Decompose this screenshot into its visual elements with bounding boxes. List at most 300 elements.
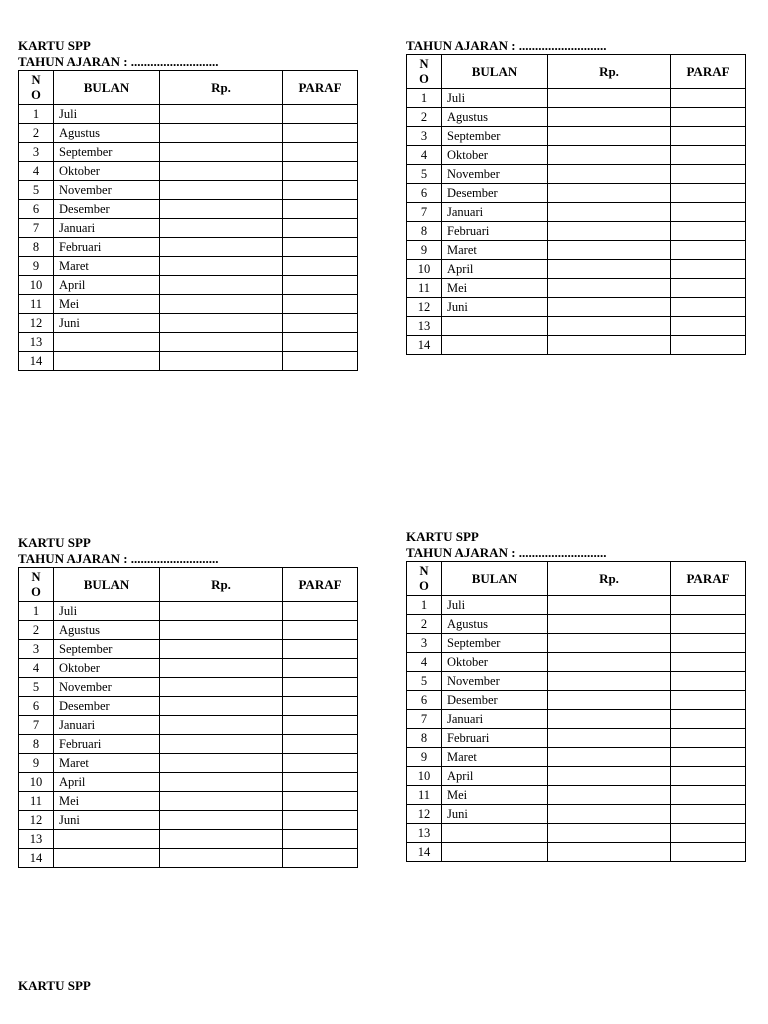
row-number: 7 [407,203,442,222]
month-cell: Agustus [442,108,548,127]
signature-cell [283,105,358,124]
signature-cell [283,276,358,295]
row-number: 14 [407,336,442,355]
amount-cell [160,143,283,162]
month-cell: Agustus [54,124,160,143]
table-row [19,830,358,849]
header-bulan: BULAN [442,562,548,596]
signature-cell [283,143,358,162]
month-cell: Juni [442,298,548,317]
row-number: 13 [19,830,54,849]
table-row [19,105,358,124]
amount-cell [160,849,283,868]
month-cell: Maret [54,257,160,276]
row-number: 2 [19,621,54,640]
row-number: 9 [19,754,54,773]
amount-cell [160,830,283,849]
header-bulan: BULAN [54,71,160,105]
table-row [407,691,746,710]
signature-cell [283,830,358,849]
row-number: 3 [407,634,442,653]
amount-cell [160,773,283,792]
amount-cell [548,843,671,862]
amount-cell [548,279,671,298]
academic-year-label: TAHUN AJARAN : ........................... [18,54,219,69]
table-header-row [19,568,358,602]
row-number: 12 [407,805,442,824]
header-rp: Rp. [548,562,671,596]
amount-cell [548,634,671,653]
amount-cell [548,165,671,184]
row-number: 11 [19,792,54,811]
signature-cell [671,89,746,108]
table-row [407,146,746,165]
month-cell: Maret [442,241,548,260]
amount-cell [548,298,671,317]
table-row [407,260,746,279]
signature-cell [283,181,358,200]
month-cell: April [442,260,548,279]
amount-cell [160,200,283,219]
row-number: 11 [407,279,442,298]
signature-cell [671,165,746,184]
amount-cell [160,238,283,257]
signature-cell [283,678,358,697]
month-cell: Maret [54,754,160,773]
signature-cell [671,710,746,729]
row-number: 3 [19,143,54,162]
table-row [19,295,358,314]
month-cell: Oktober [54,162,160,181]
amount-cell [548,241,671,260]
amount-cell [548,203,671,222]
table-header-row [407,55,746,89]
table-row [19,849,358,868]
signature-cell [671,786,746,805]
signature-cell [671,260,746,279]
month-cell [54,352,160,371]
amount-cell [160,257,283,276]
month-cell: Juni [54,314,160,333]
row-number: 12 [19,811,54,830]
month-cell: Februari [54,735,160,754]
month-cell: November [54,678,160,697]
row-number: 1 [19,602,54,621]
amount-cell [548,748,671,767]
month-cell: Desember [442,184,548,203]
amount-cell [160,697,283,716]
card-title: KARTU SPP [18,978,91,993]
table-row [407,336,746,355]
row-number: 3 [407,127,442,146]
header-no: N O [19,71,54,105]
payment-table [18,567,358,868]
signature-cell [671,824,746,843]
header-no: N O [407,55,442,89]
month-cell: September [54,640,160,659]
header-bulan: BULAN [54,568,160,602]
header-paraf: PARAF [671,55,746,89]
month-cell: Mei [442,279,548,298]
header-no: N O [19,568,54,602]
signature-cell [671,653,746,672]
signature-cell [671,241,746,260]
month-cell: Februari [54,238,160,257]
row-number: 13 [407,317,442,336]
month-cell: Januari [442,203,548,222]
month-cell: Februari [442,729,548,748]
month-cell: September [442,634,548,653]
month-cell: Juli [54,105,160,124]
card-title: KARTU SPP [18,38,91,53]
table-row [19,602,358,621]
row-number: 8 [407,222,442,241]
table-row [19,314,358,333]
signature-cell [283,314,358,333]
amount-cell [160,754,283,773]
amount-cell [548,184,671,203]
table-row [407,729,746,748]
month-cell: November [442,165,548,184]
table-row [19,735,358,754]
row-number: 9 [407,748,442,767]
signature-cell [671,127,746,146]
signature-cell [671,279,746,298]
table-row [407,108,746,127]
row-number: 1 [407,596,442,615]
signature-cell [283,754,358,773]
table-row [19,811,358,830]
table-row [19,754,358,773]
signature-cell [283,811,358,830]
signature-cell [671,146,746,165]
amount-cell [160,602,283,621]
row-number: 6 [407,184,442,203]
row-number: 5 [19,181,54,200]
amount-cell [160,811,283,830]
table-row [19,200,358,219]
signature-cell [283,735,358,754]
table-row [407,672,746,691]
table-row [19,162,358,181]
amount-cell [160,659,283,678]
row-number: 10 [19,773,54,792]
month-cell: Februari [442,222,548,241]
table-row [19,352,358,371]
signature-cell [283,352,358,371]
table-row [407,317,746,336]
month-cell: Januari [442,710,548,729]
table-row [19,640,358,659]
signature-cell [283,716,358,735]
table-row [19,333,358,352]
month-cell: Desember [54,200,160,219]
table-row [407,298,746,317]
row-number: 6 [19,697,54,716]
amount-cell [548,317,671,336]
academic-year-label: TAHUN AJARAN : ........................... [406,38,607,53]
signature-cell [671,634,746,653]
table-row [407,824,746,843]
row-number: 14 [19,352,54,371]
header-rp: Rp. [160,568,283,602]
academic-year-label: TAHUN AJARAN : ........................... [406,545,607,560]
amount-cell [160,162,283,181]
row-number: 5 [407,672,442,691]
table-row [407,241,746,260]
payment-table [18,70,358,371]
month-cell: Oktober [442,653,548,672]
month-cell: Januari [54,219,160,238]
month-cell [54,830,160,849]
month-cell: Juni [442,805,548,824]
month-cell: Mei [442,786,548,805]
row-number: 11 [407,786,442,805]
signature-cell [283,621,358,640]
signature-cell [671,596,746,615]
signature-cell [283,849,358,868]
row-number: 11 [19,295,54,314]
amount-cell [548,824,671,843]
row-number: 13 [407,824,442,843]
table-header-row [407,562,746,596]
table-row [19,276,358,295]
month-cell: April [54,773,160,792]
signature-cell [671,298,746,317]
amount-cell [160,792,283,811]
month-cell: November [54,181,160,200]
signature-cell [671,672,746,691]
table-row [407,89,746,108]
row-number: 2 [19,124,54,143]
amount-cell [160,295,283,314]
month-cell [442,824,548,843]
signature-cell [671,691,746,710]
amount-cell [160,621,283,640]
signature-cell [671,767,746,786]
row-number: 9 [19,257,54,276]
row-number: 4 [19,659,54,678]
table-row [407,222,746,241]
table-row [19,143,358,162]
table-row [19,257,358,276]
spp-card-4 [406,529,746,862]
signature-cell [283,124,358,143]
month-cell [442,317,548,336]
table-row [19,219,358,238]
row-number: 9 [407,241,442,260]
row-number: 1 [19,105,54,124]
row-number: 4 [407,146,442,165]
signature-cell [283,602,358,621]
month-cell: Oktober [442,146,548,165]
amount-cell [548,767,671,786]
month-cell: April [54,276,160,295]
signature-cell [671,843,746,862]
table-body [407,89,746,355]
table-row [407,203,746,222]
amount-cell [160,124,283,143]
month-cell: Desember [54,697,160,716]
table-body [407,596,746,862]
amount-cell [548,786,671,805]
row-number: 10 [407,767,442,786]
table-row [19,716,358,735]
signature-cell [283,257,358,276]
month-cell [442,843,548,862]
amount-cell [548,260,671,279]
amount-cell [548,146,671,165]
signature-cell [283,697,358,716]
row-number: 8 [19,238,54,257]
month-cell: Desember [442,691,548,710]
signature-cell [283,659,358,678]
row-number: 14 [407,843,442,862]
amount-cell [548,653,671,672]
month-cell: Juli [442,89,548,108]
amount-cell [160,219,283,238]
row-number: 6 [407,691,442,710]
row-number: 1 [407,89,442,108]
row-number: 10 [407,260,442,279]
month-cell [54,333,160,352]
signature-cell [671,203,746,222]
amount-cell [548,127,671,146]
row-number: 7 [407,710,442,729]
month-cell: Juli [442,596,548,615]
row-number: 8 [407,729,442,748]
signature-cell [283,219,358,238]
month-cell [54,849,160,868]
amount-cell [160,640,283,659]
table-row [407,165,746,184]
spp-card-1 [18,38,358,371]
amount-cell [160,105,283,124]
academic-year-label: TAHUN AJARAN : ........................... [18,551,219,566]
header-rp: Rp. [548,55,671,89]
row-number: 5 [407,165,442,184]
table-row [407,843,746,862]
row-number: 8 [19,735,54,754]
month-cell: Januari [54,716,160,735]
card-title: KARTU SPP [18,535,91,550]
signature-cell [283,773,358,792]
month-cell: November [442,672,548,691]
amount-cell [160,276,283,295]
row-number: 10 [19,276,54,295]
month-cell: Agustus [54,621,160,640]
table-row [19,238,358,257]
signature-cell [671,222,746,241]
table-row [407,805,746,824]
amount-cell [548,596,671,615]
month-cell: Mei [54,792,160,811]
amount-cell [160,735,283,754]
header-paraf: PARAF [283,568,358,602]
header-paraf: PARAF [283,71,358,105]
table-row [407,279,746,298]
table-row [407,634,746,653]
amount-cell [160,181,283,200]
signature-cell [671,336,746,355]
amount-cell [548,710,671,729]
signature-cell [671,108,746,127]
header-rp: Rp. [160,71,283,105]
amount-cell [548,691,671,710]
row-number: 2 [407,615,442,634]
table-row [407,767,746,786]
row-number: 5 [19,678,54,697]
table-body [19,105,358,371]
table-row [407,748,746,767]
month-cell: Maret [442,748,548,767]
row-number: 7 [19,219,54,238]
table-row [19,697,358,716]
table-row [19,773,358,792]
row-number: 4 [407,653,442,672]
row-number: 13 [19,333,54,352]
row-number: 6 [19,200,54,219]
row-number: 12 [407,298,442,317]
amount-cell [160,333,283,352]
row-number: 2 [407,108,442,127]
row-number: 3 [19,640,54,659]
signature-cell [283,238,358,257]
month-cell: Agustus [442,615,548,634]
header-paraf: PARAF [671,562,746,596]
month-cell: September [442,127,548,146]
spp-card-2 [406,38,746,355]
table-row [407,127,746,146]
signature-cell [283,640,358,659]
amount-cell [548,336,671,355]
row-number: 7 [19,716,54,735]
amount-cell [548,108,671,127]
month-cell: Oktober [54,659,160,678]
signature-cell [283,792,358,811]
month-cell: April [442,767,548,786]
table-row [407,184,746,203]
signature-cell [671,805,746,824]
table-row [19,659,358,678]
spp-card-3 [18,535,358,868]
header-no: N O [407,562,442,596]
signature-cell [671,615,746,634]
signature-cell [283,333,358,352]
table-header-row [19,71,358,105]
row-number: 14 [19,849,54,868]
table-row [19,124,358,143]
table-row [19,181,358,200]
payment-table [406,54,746,355]
month-cell: Mei [54,295,160,314]
signature-cell [283,200,358,219]
amount-cell [548,615,671,634]
amount-cell [548,672,671,691]
signature-cell [283,295,358,314]
table-body [19,602,358,868]
table-row [407,653,746,672]
card-title: KARTU SPP [406,529,479,544]
row-number: 4 [19,162,54,181]
table-row [407,596,746,615]
amount-cell [548,729,671,748]
payment-table [406,561,746,862]
header-bulan: BULAN [442,55,548,89]
month-cell: September [54,143,160,162]
table-row [19,678,358,697]
month-cell [442,336,548,355]
